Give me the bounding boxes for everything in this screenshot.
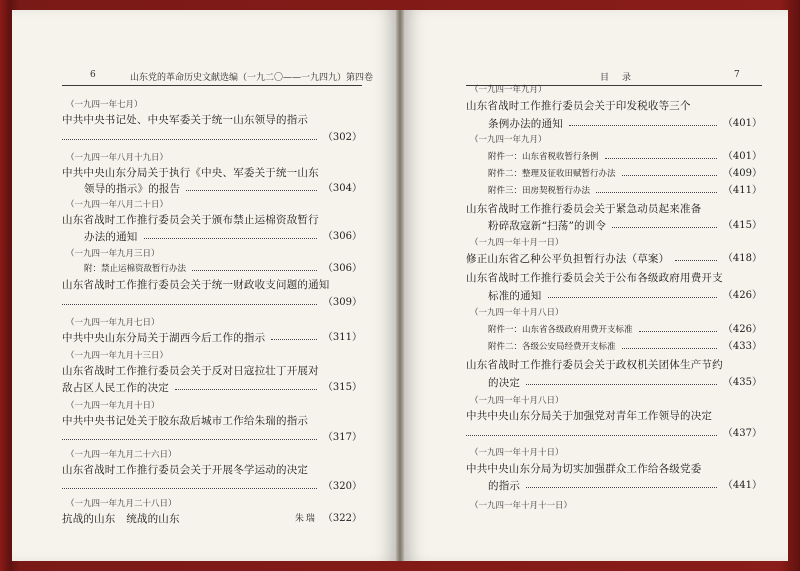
appendix-title[interactable]: 附：禁止运棉资敌暂行办法 bbox=[84, 264, 187, 274]
entry-leader bbox=[466, 479, 762, 493]
appendix-title[interactable]: 附件一：山东省税收暂行条例 bbox=[488, 152, 599, 162]
entry-page-number[interactable]: （302） bbox=[322, 132, 362, 143]
left-page bbox=[12, 10, 396, 561]
entry-leader bbox=[62, 480, 362, 494]
entry-page-number[interactable]: （401） bbox=[722, 151, 762, 162]
entry-title[interactable]: 山东省战时工作推行委员会关于公布各级政府用费开支 bbox=[466, 272, 723, 284]
entry-date: （一九四一年九月） bbox=[470, 85, 547, 95]
entry-title[interactable]: 修正山东省乙种公平负担暂行办法（草案） bbox=[466, 253, 670, 265]
entry-leader bbox=[62, 182, 362, 196]
entry-leader bbox=[466, 219, 762, 233]
entry-title[interactable]: 山东省战时工作推行委员会关于反对日寇拉壮丁开展对 bbox=[62, 365, 319, 377]
entry-title[interactable]: 中共中央山东分局关于湖西今后工作的指示 bbox=[62, 332, 266, 344]
entry-title[interactable]: 中共中央书记处、中央军委关于统一山东领导的指示 bbox=[62, 114, 309, 126]
entry-page-number[interactable]: （309） bbox=[322, 297, 362, 308]
entry-title[interactable]: 中共中央山东分局关于加强党对青年工作领导的决定 bbox=[466, 410, 713, 422]
entry-sub bbox=[466, 150, 762, 164]
entry-date: （一九四一年八月二十日） bbox=[66, 200, 169, 210]
entry-page-number[interactable]: （411） bbox=[722, 185, 762, 196]
left-page-number: 6 bbox=[90, 70, 96, 80]
entry-leader bbox=[62, 131, 362, 145]
entry-leader bbox=[466, 289, 762, 303]
entry-date: （一九四一年七月） bbox=[66, 100, 143, 110]
entry-sub bbox=[466, 167, 762, 181]
entry-leader bbox=[62, 381, 362, 395]
entry-page-number[interactable]: （304） bbox=[322, 183, 362, 194]
entry-leader bbox=[466, 252, 762, 266]
entry-title-cont[interactable]: 的指示 bbox=[488, 480, 521, 492]
entry-sub bbox=[466, 184, 762, 198]
entry-leader bbox=[62, 431, 362, 445]
entry-date: （一九四一年九月二十六日） bbox=[66, 450, 177, 460]
entry-title[interactable]: 抗战的山东 统战的山东 bbox=[62, 513, 180, 525]
entry-date: （一九四一年九月三日） bbox=[66, 249, 160, 259]
entry-page-number[interactable]: （401） bbox=[722, 118, 762, 129]
entry-date: （一九四一年十月十日） bbox=[470, 448, 564, 458]
book-gutter bbox=[396, 10, 404, 561]
left-running-head: 山东党的革命历史文献选编（一九二〇——一九四九）第四卷 bbox=[130, 73, 374, 83]
entry-page-number[interactable]: （437） bbox=[722, 428, 762, 439]
entry-page-number[interactable]: （435） bbox=[722, 377, 762, 388]
entry-title-cont[interactable]: 粉碎敌寇新“扫荡”的训令 bbox=[488, 220, 607, 232]
entry-date: （一九四一年十月八日） bbox=[470, 396, 564, 406]
entry-title-cont[interactable]: 条例办法的通知 bbox=[488, 118, 563, 130]
entry-date: （一九四一年九月二十八日） bbox=[66, 499, 177, 509]
entry-title-cont[interactable]: 标准的通知 bbox=[488, 290, 542, 302]
entry-page-number[interactable]: （433） bbox=[722, 341, 762, 352]
entry-title[interactable]: 山东省战时工作推行委员会关于颁布禁止运棉资敌暂行 bbox=[62, 214, 319, 226]
right-running-head: 目 录 bbox=[600, 73, 634, 83]
left-header-rule bbox=[62, 85, 362, 86]
entry-title[interactable]: 中共中央书记处关于胶东敌后城市工作给朱瑞的指示 bbox=[62, 415, 309, 427]
entry-page-number[interactable]: （306） bbox=[322, 263, 362, 274]
entry-sub bbox=[62, 262, 362, 276]
entry-date: （一九四一年九月十三日） bbox=[66, 351, 169, 361]
entry-page-number[interactable]: （426） bbox=[722, 290, 762, 301]
entry-date: （一九四一年八月十九日） bbox=[66, 153, 169, 163]
appendix-title[interactable]: 附件一：山东省各级政府用费开支标准 bbox=[488, 325, 633, 335]
entry-title-cont[interactable]: 敌占区人民工作的决定 bbox=[62, 382, 169, 394]
entry-page-number[interactable]: （441） bbox=[722, 480, 762, 491]
entry-page-number[interactable]: （426） bbox=[722, 324, 762, 335]
entry-title[interactable]: 山东省战时工作推行委员会关于统一财政收支问题的通知 bbox=[62, 279, 330, 291]
entry-page-number[interactable]: （322） bbox=[322, 513, 362, 524]
entry-leader bbox=[62, 331, 362, 345]
entry-page-number[interactable]: （306） bbox=[322, 231, 362, 242]
appendix-title[interactable]: 附件二：整理及征收田赋暂行办法 bbox=[488, 169, 616, 179]
entry-date: （一九四一年十月十一日） bbox=[470, 501, 573, 511]
entry-date: （一九四一年十月一日） bbox=[470, 238, 564, 248]
entry-leader bbox=[62, 230, 362, 244]
right-page-number: 7 bbox=[734, 70, 740, 80]
entry-page-number[interactable]: （311） bbox=[322, 332, 362, 343]
entry-title[interactable]: 中共中央山东分局关于执行《中央、军委关于统一山东 bbox=[62, 167, 319, 179]
entry-sub bbox=[466, 340, 762, 354]
entry-page-number[interactable]: （320） bbox=[322, 481, 362, 492]
entry-leader bbox=[466, 117, 762, 131]
entry-page-number[interactable]: （418） bbox=[722, 253, 762, 264]
entry-title[interactable]: 山东省战时工作推行委员会关于政权机关团体生产节约 bbox=[466, 359, 723, 371]
entry-date: （一九四一年十月八日） bbox=[470, 308, 564, 318]
entry-page-number[interactable]: （409） bbox=[722, 168, 762, 179]
entry-leader bbox=[466, 376, 762, 390]
entry-date: （一九四一年九月七日） bbox=[66, 318, 160, 328]
entry-page-number[interactable]: （317） bbox=[322, 432, 362, 443]
entry-page-number[interactable]: （315） bbox=[322, 382, 362, 393]
entry-leader bbox=[466, 427, 762, 441]
appendix-title[interactable]: 附件二：各级公安局经费开支标准 bbox=[488, 342, 616, 352]
entry-leader bbox=[62, 512, 362, 526]
entry-title-cont[interactable]: 办法的通知 bbox=[84, 231, 138, 243]
right-page bbox=[404, 10, 788, 561]
entry-leader bbox=[62, 296, 362, 310]
entry-sub bbox=[466, 323, 762, 337]
entry-title[interactable]: 山东省战时工作推行委员会关于开展冬学运动的决定 bbox=[62, 464, 309, 476]
entry-date: （一九四一年九月） bbox=[470, 135, 547, 145]
entry-title[interactable]: 中共中央山东分局为切实加强群众工作给各级党委 bbox=[466, 463, 702, 475]
entry-title[interactable]: 山东省战时工作推行委员会关于印发税收等三个 bbox=[466, 100, 691, 112]
entry-title[interactable]: 山东省战时工作推行委员会关于紧急动员起来准备 bbox=[466, 203, 702, 215]
entry-author: 朱瑞 bbox=[294, 514, 317, 524]
entry-date: （一九四一年九月十日） bbox=[66, 401, 160, 411]
appendix-title[interactable]: 附件三：田房契税暂行办法 bbox=[488, 186, 591, 196]
entry-page-number[interactable]: （415） bbox=[722, 220, 762, 231]
entry-title-cont[interactable]: 的决定 bbox=[488, 377, 521, 389]
entry-title-cont[interactable]: 领导的指示》的报告 bbox=[84, 183, 181, 195]
